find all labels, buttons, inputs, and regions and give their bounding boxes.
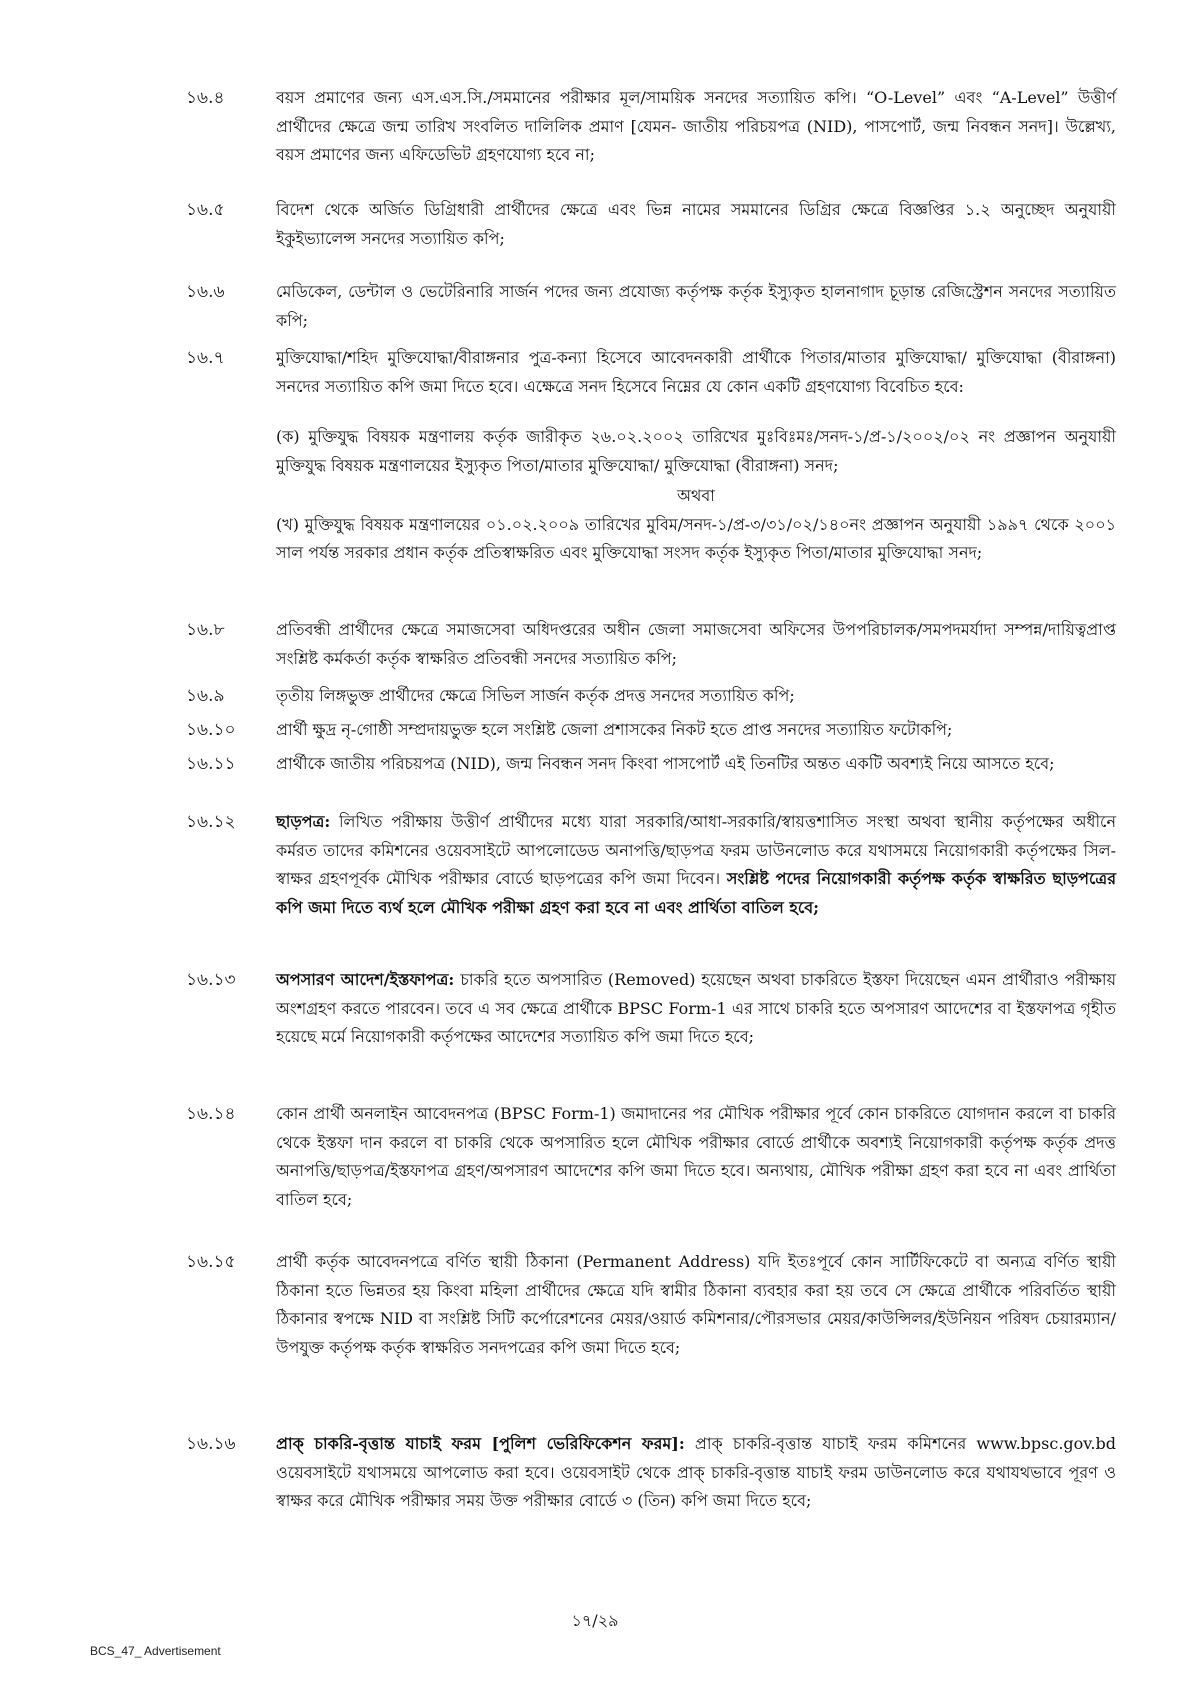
clause-number: ১৬.৪ — [186, 88, 225, 108]
clause-text: প্রার্থীকে জাতীয় পরিচয়পত্র (NID), জন্ম নিবন্ধন সনদ কিংবা পাসপোর্ট এই তিনটির অন্তত একটি অবশ্যই নিয়ে আসতে হবে; — [276, 754, 1055, 773]
clause-warning: সংশ্লিষ্ট পদের নিয়োগকারী কর্তৃপক্ষ কর্তৃক স্বাক্ষরিত ছাড়পত্রের কপি জমা দিতে ব্যর্থ হলে মৌখিক পরীক্ষা গ্রহণ করা হবে না এবং প্রার্থিতা বাতিল হবে; — [276, 869, 1116, 917]
clause-16-12 — [186, 808, 1116, 922]
clause-16-4 — [186, 84, 1116, 170]
clause-16-16 — [186, 1430, 1116, 1516]
clause-heading: অপসারণ আদেশ/ইস্তফাপত্র: — [276, 970, 455, 989]
clause-text: প্রার্থী কর্তৃক আবেদনপত্রে বর্ণিত স্থায়ী ঠিকানা (Permanent Address) যদি ইতঃপূর্বে কোন সার্টিফিকেটে বা অন্যত্র বর্ণিত স্থায়ী ঠিকানা হতে ভিন্নতর হয় কিংবা মহিলা প্রার্থীদের ক্ষেত্রে যদি স্বামীর ঠিকানা ব্যবহার করা হয় তবে সে ক্ষেত্রে প্রার্থীকে পরিবর্তিত স্থায়ী ঠিকানার স্বপক্ষে NID বা সংশ্লিষ্ট সিটি কর্পোরেশনের মেয়র/ওয়ার্ড কমিশনার/পৌরসভার মেয়র/কাউন্সিলর/ইউনিয়ন পরিষদ চেয়ারম্যান/উপযুক্ত কর্তৃপক্ষ কর্তৃক স্বাক্ষরিত সনদপত্রের কপি জমা দিতে হবে; — [276, 1252, 1116, 1357]
clause-heading: ছাড়পত্র: — [276, 812, 331, 831]
clause-text: বিদেশ থেকে অর্জিত ডিগ্রিধারী প্রার্থীদের ক্ষেত্রে এবং ভিন্ন নামের সমমানের ডিগ্রির ক্ষেত্রে বিজ্ঞপ্তির ১.২ অনুচ্ছেদ অনুযায়ী ইকুইভ্যালেন্স সনদের সত্যায়িত কপি; — [276, 200, 1116, 248]
clause-number: ১৬.৯ — [186, 686, 225, 706]
clause-16-10 — [186, 716, 1116, 745]
clause-body: প্রাক্ চাকরি-বৃত্তান্ত যাচাই ফরম কমিশনের www.bpsc.gov.bd ওয়েবসাইটে যথাসময়ে আপলোড করা হবে। ওয়েবসাইট থেকে প্রাক্ চাকরি-বৃত্তান্ত যাচাই ফরম ডাউনলোড করে যথাযথভাবে পূরণ ও স্বাক্ষর করে মৌখিক পরীক্ষার সময় উক্ত পরীক্ষার বোর্ডে ৩ (তিন) কপি জমা দিতে হবে; — [276, 1434, 1116, 1510]
clause-16-9 — [186, 682, 1116, 711]
clause-16-5 — [186, 196, 1116, 253]
clause-text: কোন প্রার্থী অনলাইন আবেদনপত্র (BPSC Form-1) জমাদানের পর মৌখিক পরীক্ষার পূর্বে কোন চাকরিতে যোগদান করলে বা চাকরি থেকে ইস্তফা দান করলে বা চাকরি থেকে অপসারিত হলে মৌখিক পরীক্ষার বোর্ডে প্রার্থীকে অবশ্যই নিয়োগকারী কর্তৃপক্ষ কর্তৃক প্রদত্ত অনাপত্তি/ছাড়পত্র/ইস্তফাপত্র গ্রহণ/অপসারণ আদেশের কপি জমা দিতে হবে। অন্যথায়, মৌখিক পরীক্ষা গ্রহণ করা হবে না এবং প্রার্থিতা বাতিল হবে; — [276, 1104, 1116, 1209]
clause-16-14 — [186, 1100, 1116, 1214]
clause-text — [276, 1430, 1116, 1516]
document-footer: BCS_47_ Advertisement — [90, 1644, 221, 1658]
clause-number: ১৬.১৫ — [186, 1252, 236, 1272]
clause-16-15 — [186, 1248, 1116, 1362]
clause-text: মেডিকেল, ডেন্টাল ও ভেটেরিনারি সার্জন পদের জন্য প্রযোজ্য কর্তৃপক্ষ কর্তৃক ইস্যুকৃত হালনাগাদ চূড়ান্ত রেজিস্ট্রেশন সনদের সত্যায়িত কপি; — [276, 282, 1116, 330]
clause-intro: মুক্তিযোদ্ধা/শহিদ মুক্তিযোদ্ধা/বীরাঙ্গনার পুত্র-কন্যা হিসেবে আবেদনকারী প্রার্থীকে পিতার/মাতার মুক্তিযোদ্ধা/ মুক্তিযোদ্ধা (বীরাঙ্গনা) সনদের সত্যায়িত কপি জমা দিতে হবে। এক্ষেত্রে সনদ হিসেবে নিম্নের যে কোন একটি গ্রহণযোগ্য বিবেচিত হবে: — [276, 348, 1116, 396]
clause-number: ১৬.১৩ — [186, 970, 236, 990]
clause-text — [276, 966, 1116, 1052]
clause-number: ১৬.১৪ — [186, 1104, 236, 1124]
or-separator: অথবা — [677, 486, 715, 505]
clause-number: ১৬.১২ — [186, 812, 236, 832]
clause-number: ১৬.৭ — [186, 348, 225, 368]
clause-text — [276, 344, 1116, 568]
clause-16-13 — [186, 966, 1116, 1052]
clause-number: ১৬.৬ — [186, 282, 225, 302]
page-number: ১৭/২৯ — [571, 1611, 619, 1630]
clause-body: চাকরি হতে অপসারিত (Removed) হয়েছেন অথবা চাকরিতে ইস্তফা দিয়েছেন এমন প্রার্থীরাও পরীক্ষায় অংশগ্রহণ করতে পারবেন। তবে এ সব ক্ষেত্রে প্রার্থীকে BPSC Form-1 এর সাথে চাকরি হতে অপসারণ আদেশের বা ইস্তফাপত্র গৃহীত হয়েছে মর্মে নিয়োগকারী কর্তৃপক্ষের আদেশের সত্যায়িত কপি জমা দিতে হবে; — [276, 970, 1116, 1046]
clause-text: বয়স প্রমাণের জন্য এস.এস.সি./সমমানের পরীক্ষার মূল/সাময়িক সনদের সত্যায়িত কপি। “O-Level” এবং “A-Level” উত্তীর্ণ প্রার্থীদের ক্ষেত্রে জন্ম তারিখ সংবলিত দালিলিক প্রমাণ [যেমন- জাতীয় পরিচয়পত্র (NID), পাসপোর্ট, জন্ম নিবন্ধন সনদ]। উল্লেখ্য, বয়স প্রমাণের জন্য এফিডেভিট গ্রহণযোগ্য হবে না; — [276, 88, 1116, 164]
sub-clause-ka: (ক) মুক্তিযুদ্ধ বিষয়ক মন্ত্রণালয় কর্তৃক জারীকৃত ২৬.০২.২০০২ তারিখের মুঃবিঃমঃ/সনদ-১/প্র-১/২০০২/০২ নং প্রজ্ঞাপন অনুযায়ী মুক্তিযুদ্ধ বিষয়ক মন্ত্রণালয়ের ইস্যুকৃত পিতা/মাতার মুক্তিযোদ্ধা/ মুক্তিযোদ্ধা (বীরাঙ্গনা) সনদ; — [276, 427, 1116, 475]
clause-16-7 — [186, 344, 1116, 568]
clause-number: ১৬.১০ — [186, 720, 236, 740]
clause-heading: প্রাক্ চাকরি-বৃত্তান্ত যাচাই ফরম [পুলিশ ভেরিফিকেশন ফরম]: — [276, 1434, 685, 1453]
clause-16-6 — [186, 278, 1116, 335]
clause-number: ১৬.৮ — [186, 620, 225, 640]
clause-body: লিখিত পরীক্ষায় উত্তীর্ণ প্রার্থীদের মধ্যে যারা সরকারি/আধা-সরকারি/স্বায়ত্তশাসিত সংস্থা অথবা স্থানীয় কর্তৃপক্ষের অধীনে কর্মরত তাদের কমিশনের ওয়েবসাইটে আপলোডেড অনাপত্তি/ছাড়পত্র ফরম ডাউনলোড করে যথাসময়ে নিয়োগকারী কর্তৃপক্ষের সিল-স্বাক্ষর গ্রহণপূর্বক মৌখিক পরীক্ষার বোর্ডে ছাড়পত্রের কপি জমা দিবেন। — [276, 812, 1116, 888]
clause-number: ১৬.১১ — [186, 754, 236, 774]
clause-16-8 — [186, 616, 1116, 673]
clause-number: ১৬.৫ — [186, 200, 225, 220]
clause-text: প্রতিবন্ধী প্রার্থীদের ক্ষেত্রে সমাজসেবা অধিদপ্তরের অধীন জেলা সমাজসেবা অফিসের উপপরিচালক/সমপদমর্যাদা সম্পন্ন/দায়িত্বপ্রাপ্ত সংশ্লিষ্ট কর্মকর্তা কর্তৃক স্বাক্ষরিত প্রতিবন্ধী সনদের সত্যায়িত কপি; — [276, 620, 1116, 668]
clause-text: তৃতীয় লিঙ্গভুক্ত প্রার্থীদের ক্ষেত্রে সিভিল সার্জন কর্তৃক প্রদত্ত সনদের সত্যায়িত কপি; — [276, 686, 795, 705]
clause-16-11 — [186, 750, 1116, 779]
clause-number: ১৬.১৬ — [186, 1434, 236, 1454]
sub-clause-kha: (খ) মুক্তিযুদ্ধ বিষয়ক মন্ত্রণালয়ের ০১.০২.২০০৯ তারিখের মুবিম/সনদ-১/প্র-৩/৩১/০২/১৪০নং প্রজ্ঞাপন অনুযায়ী ১৯৯৭ থেকে ২০০১ সাল পর্যন্ত সরকার প্রধান কর্তৃক প্রতিস্বাক্ষরিত এবং মুক্তিযোদ্ধা সংসদ কর্তৃক ইস্যুকৃত পিতা/মাতার মুক্তিযোদ্ধা সনদ; — [276, 514, 1116, 562]
clause-text — [276, 808, 1116, 922]
clause-text: প্রার্থী ক্ষুদ্র নৃ-গোষ্ঠী সম্প্রদায়ভুক্ত হলে সংশ্লিষ্ট জেলা প্রশাসকের নিকট হতে প্রাপ্ত সনদের সত্যায়িত ফটোকপি; — [276, 720, 953, 739]
